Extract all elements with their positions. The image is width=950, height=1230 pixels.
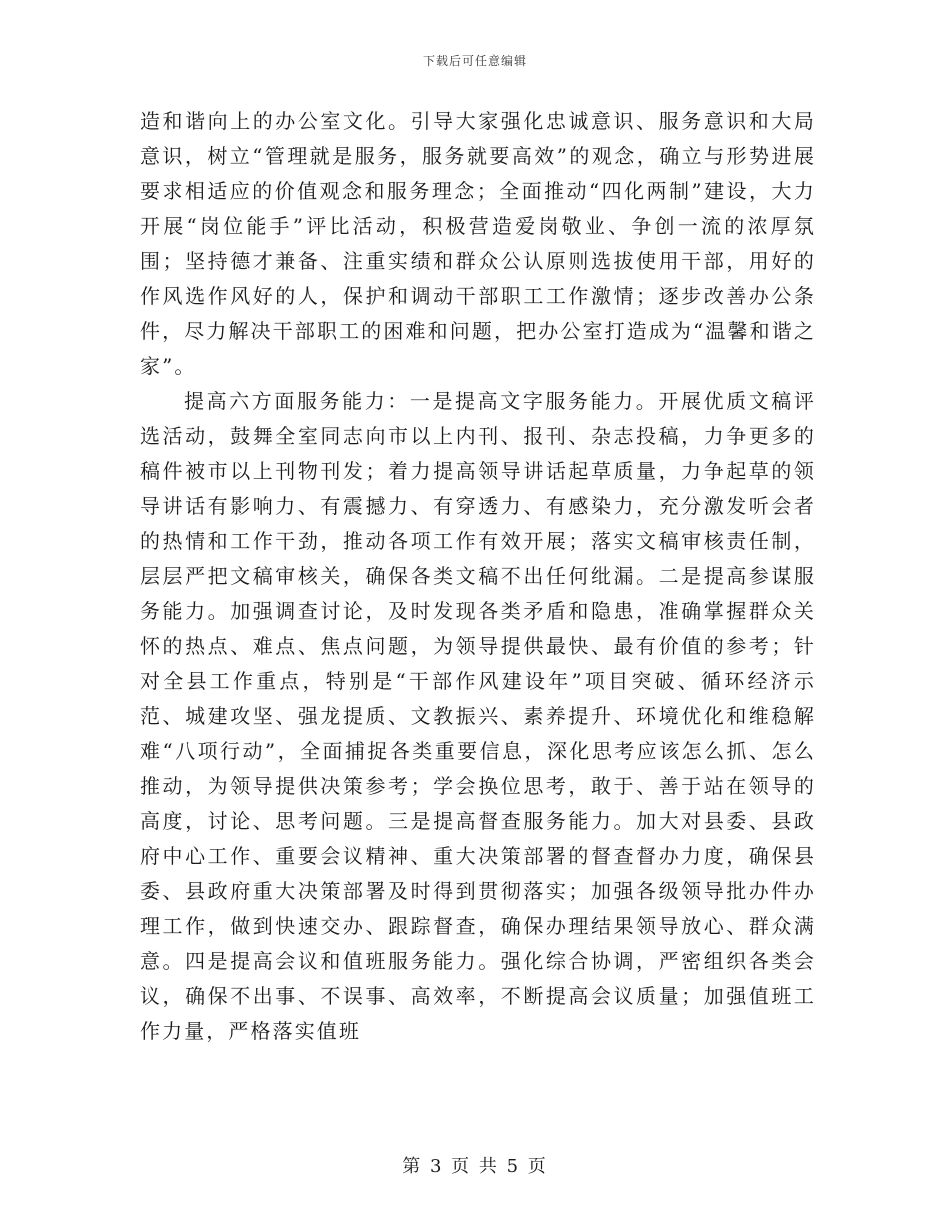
paragraph-continuation: 造和谐向上的办公室文化。引导大家强化忠诚意识、服务意识和大局意识，树立“管理就是服务，服务就要高效”的观念，确立与形势进展要求相适应的价值观念和服务理念；全面推动“四化两制”建设，大力开展“岗位能手”评比活动，积极营造爱岗敬业、争创一流的浓厚氛围；坚持德才兼备、注重实绩和群众公认原则选拔使用干部，用好的作风选作风好的人，保护和调动干部职工工作激情；逐步改善办公条件，尽力解决干部职工的困难和问题，把办公室打造成为“温馨和谐之家”。 <box>140 109 816 378</box>
page-header-note: 下载后可任意编辑 <box>422 54 527 68</box>
page-number-footer: 第 3 页 共 5 页 <box>402 1156 548 1177</box>
paragraph-service-abilities: 提高六方面服务能力：一是提高文字服务能力。开展优质文稿评选活动，鼓舞全室同志向市以上内刊、报刊、杂志投稿，力争更多的稿件被市以上刊物刊发；着力提高领导讲话起草质量，力争起草的领导讲话有影响力、有震撼力、有穿透力、有感染力，充分激发听会者的热情和工作干劲，推动各项工作有效开展；落实文稿审核责任制，层层严把文稿审核关，确保各类文稿不出任何纰漏。二是提高参谋服务能力。加强调查讨论，及时发现各类矛盾和隐患，准确掌握群众关怀的热点、难点、焦点问题，为领导提供最快、最有价值的参考；针对全县工作重点，特别是“干部作风建设年”项目突破、循环经济示范、城建攻坚、强龙提质、文教振兴、素养提升、环境优化和维稳解难“八项行动”，全面捕捉各类重要信息，深化思考应该怎么抓、怎么推动，为领导提供决策参考；学会换位思考，敢于、善于站在领导的高度，讨论、思考问题。三是提高督查服务能力。加大对县委、县政府中心工作、重要会议精神、重大决策部署的督查督办力度，确保县委、县政府重大决策部署及时得到贯彻落实；加强各级领导批办件办理工作，做到快速交办、跟踪督查，确保办理结果领导放心、群众满意。四是提高会议和值班服务能力。强化综合协调，严密组织各类会议，确保不出事、不误事、高效率，不断提高会议质量；加强值班工作力量，严格落实值班 <box>140 389 816 1043</box>
document-body <box>140 104 816 1049</box>
